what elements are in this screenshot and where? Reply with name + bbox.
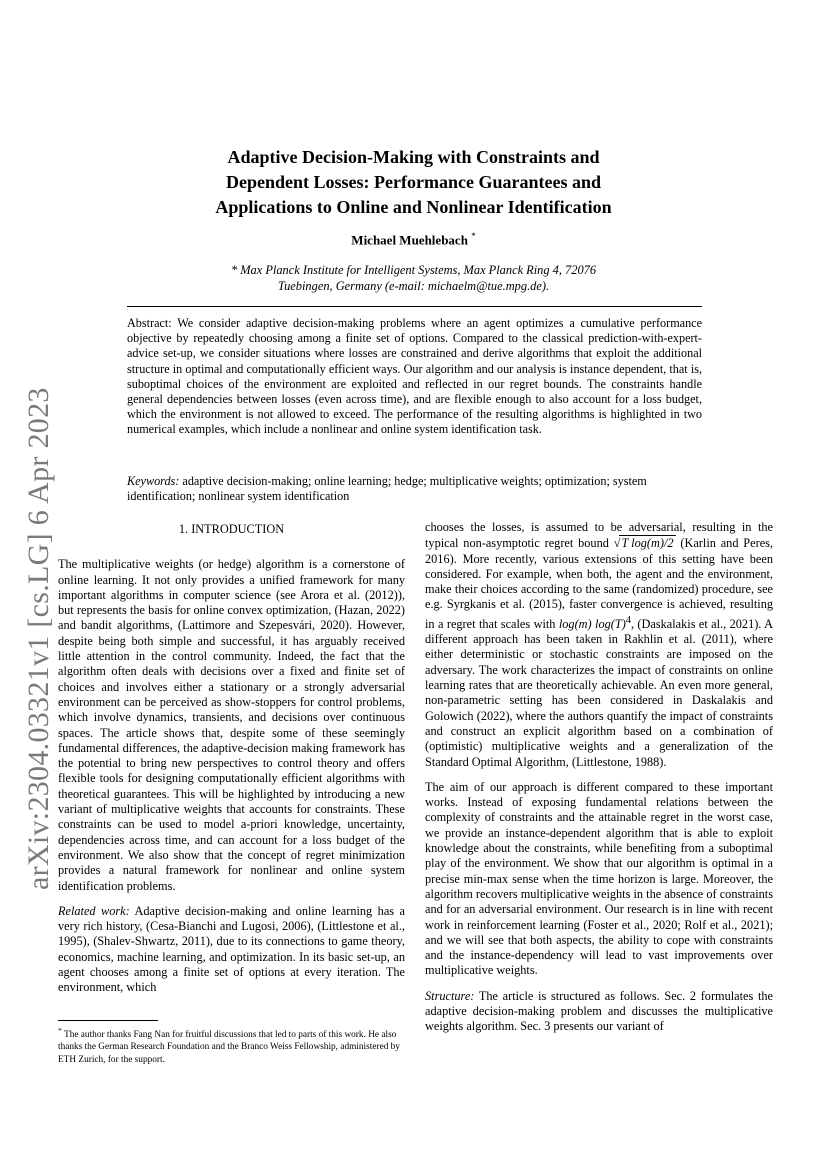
regret-text-b: (Karlin and Peres, 2016). More recently, various extensions of this setting have been considered. For example, when both, the agent and the environment, make their choices according to the same (randomized) procedure, see e.g. Syrgkanis et al. (2015), faster convergence is achieved, resulting in a regret that scales with (425, 536, 774, 631)
related-work-label: Related work: (58, 903, 130, 918)
keywords (127, 474, 702, 504)
footnote-mark: * (58, 1026, 62, 1035)
header-divider (127, 306, 702, 307)
regret-paragraph (425, 520, 773, 770)
section-heading: 1. INTRODUCTION (178, 522, 285, 536)
related-work-text: Adaptive decision-making and online learning has a very rich history, (Cesa-Bianchi and Lugosi, 2006), (Littlestone et al., 1995), (Shalev-Shwartz, 2011), due to its connections to game theory, economics, machine learning, and optimization. In its basic set-up, an agent chooses among a finite set of options at every iteration. The environment, which (58, 903, 405, 995)
affiliation (160, 262, 667, 294)
footnote-divider (58, 1020, 158, 1021)
related-work-paragraph (58, 904, 405, 996)
title-line-1: Adaptive Decision-Making with Constraints and (227, 147, 600, 167)
regret-text-c: , (Daskalakis et al., 2021). A different approach has been taken in Rakhlin et al. (2011), where either deterministic or stochastic constraints are imposed on the adversary. The work characterizes the impact of constraints on online learning rates that are theoretically achievable. An even more general, non-parametric setting has been considered in Daskalakis and Golowich (2022), where the authors quantify the impact of constraints and construct an explicit algorithm based on a combination of (optimistic) multiplicative weights and a generalization of the Standard Optimal Algorithm, (Littlestone, 1988). (425, 616, 774, 769)
footnote-text: The author thanks Fang Nan for fruitful discussions that led to parts of this work. He also thanks the German Research Foundation and the Branco Weiss Fellowship, administered by ETH Zurich, for the support. (58, 1030, 400, 1065)
regret-scaling-math: log(m) log(T) (558, 616, 626, 631)
keywords-label: Keywords: (127, 474, 180, 488)
structure-text: The article is structured as follows. Sec. 2 formulates the adaptive decision-making problem and discusses the multiplicative weights algorithm. Sec. 3 presents our variant of (425, 988, 774, 1034)
author-mark: * (471, 231, 476, 241)
footnote (58, 1025, 405, 1066)
author-line (130, 231, 697, 248)
regret-scaling-exponent: 4 (625, 614, 631, 626)
affiliation-line-1: * Max Planck Institute for Intelligent Systems, Max Planck Ring 4, 72076 (230, 263, 597, 277)
author-name: Michael Muehlebach (351, 232, 468, 248)
aim-paragraph: The aim of our approach is different compared to these important works. Instead of exposing fundamental relations between the complexity of constraints and the attainable regret in the worst case, we provide an instance-dependent algorithm that is able to exploit knowledge about the constraints, while benefiting from a suboptimal play of the environment. We show that our algorithm is optimal in a precise min-max sense when the time horizon is large. Moreover, the algorithm recovers multiplicative weights in the absence of constraints and for an adversarial environment. Our research is in line with recent work in reinforcement learning (Foster et al., 2020; Rolf et al., 2021); and we will see that both aspects, the ability to cope with constraints and the instance-dependency will lead to vast improvements over multiplicative weights. (425, 779, 773, 978)
regret-bound-math: √T log(m)/2 (613, 536, 674, 551)
right-column (425, 520, 773, 1045)
arxiv-identifier: arXiv:2304.03321v1 [cs.LG] 6 Apr 2023 (22, 387, 55, 890)
title-line-3: Applications to Online and Nonlinear Identification (215, 197, 612, 217)
affiliation-line-2: Tuebingen, Germany (e-mail: michaelm@tue.mpg.de). (277, 279, 550, 293)
left-column (58, 520, 405, 1006)
intro-paragraph: The multiplicative weights (or hedge) algorithm is a cornerstone of online learning. It not only provides a unified framework for many important algorithms in computer science (see Arora et al. (2012)), but represents the basis for online convex optimization, (Hazan, 2022) and bandit algorithms, (Lattimore and Szepesvári, 2020). However, despite being both simple and successful, it has arguably received little attention in the control community. Indeed, the fact that the algorithm often deals with decisions over a fixed and finite set of choices and involves either a stationary or a strongly adversarial environment can be perceived as show-stoppers for control problems, which involve dynamics, transients, and decisions over continuous spaces. The article shows that, despite some of these seemingly fundamental differences, the adaptive-decision making framework has the potential to bring new perspectives to control theory and offers flexible tools for designing computationally efficient algorithms with theoretical guarantees. This will be highlighted by introducing a new variant of multiplicative weights that accounts for constraints. These constraints can be used to model a-priori knowledge, uncertainty, dependencies across time, and can account for a loss budget of the environment. We also show that the concept of regret minimization provides a natural framework for nonlinear and online system identification problems. (58, 557, 405, 893)
structure-label: Structure: (425, 988, 475, 1003)
keywords-text: adaptive decision-making; online learning; hedge; multiplicative weights; optimization; system identification; nonlinear system identification (127, 474, 647, 504)
abstract: Abstract: We consider adaptive decision-making problems where an agent optimizes a cumulative performance objective by repeatedly choosing among a finite set of options. Compared to the classical prediction-with-expert-advice set-up, we consider situations where losses are constrained and derive algorithms that exploit the additional structure in optimal and computationally efficient ways. Our algorithm and our analysis is instance dependent, that is, suboptimal choices of the environment are exploited and reflected in our regret bounds. The constraints handle general dependencies between losses (even across time), and are flexible enough to also account for a loss budget, which the environment is not allowed to exceed. The performance of the resulting algorithms is highlighted in two numerical examples, which include a nonlinear and online system identification task. (127, 316, 702, 437)
title-line-2: Dependent Losses: Performance Guarantees and (226, 172, 601, 192)
regret-text-a: chooses the losses, is assumed to be adversarial, resulting in the typical non-asymptotic regret bound (425, 520, 773, 551)
structure-paragraph (425, 989, 773, 1035)
paper-title (130, 145, 697, 220)
